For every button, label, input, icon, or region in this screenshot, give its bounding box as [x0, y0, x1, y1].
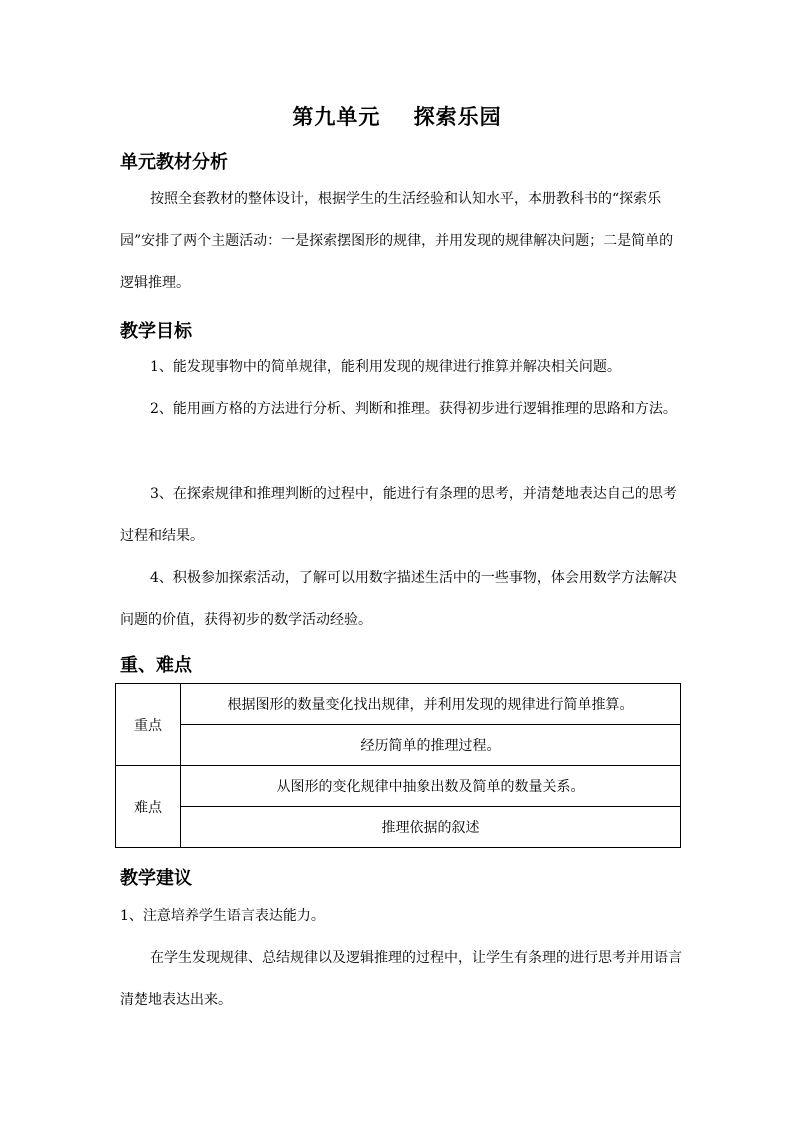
section-heading-analysis: 单元教材分析 [120, 152, 228, 173]
page-title: 第九单元 探索乐园 [292, 104, 502, 129]
table-row [116, 684, 681, 725]
difficulty-cell: 从图形的变化规律中抽象出数及简单的数量关系。 [181, 766, 681, 807]
goal-item-1: 1、能发现事物中的简单规律，能利用发现的规律进行推算并解决相关问题。 [150, 359, 621, 375]
suggestion-item-1: 1、注意培养学生语言表达能力。 [120, 908, 325, 924]
goal-item-4: 4、积极参加探索活动，了解可以用数字描述生活中的一些事物，体会用数学方法解决问题的价值，获得初步的数学活动经验。 [120, 570, 677, 628]
analysis-paragraph: 按照全套教材的整体设计，根据学生的生活经验和认知水平，本册教科书的“探索乐园”安排了两个主题活动：一是探索摆图形的规律，并用发现的规律解决问题；二是简单的逻辑推理。 [120, 191, 674, 291]
difficulty-cell: 推理依据的叙述 [181, 807, 681, 848]
difficulty-label: 难点 [116, 766, 181, 848]
suggestion-item-1-body: 在学生发现规律、总结规律以及逻辑推理的过程中，让学生有条理的进行思考并用语言清楚地表达出来。 [120, 950, 682, 1008]
table-row [116, 725, 681, 766]
section-heading-goals: 教学目标 [120, 321, 192, 342]
goal-item-2: 2、能用画方格的方法进行分析、判断和推理。获得初步进行逻辑推理的思路和方法。 [150, 401, 677, 417]
keypoints-table [115, 683, 681, 848]
keypoint-cell: 经历简单的推理过程。 [181, 725, 681, 766]
table-row [116, 766, 681, 807]
keypoint-label: 重点 [116, 684, 181, 766]
section-heading-suggestions: 教学建议 [120, 868, 192, 889]
section-heading-keypoints: 重、难点 [120, 655, 192, 676]
goal-item-3: 3、在探索规律和推理判断的过程中，能进行有条理的思考，并清楚地表达自己的思考过程和结果。 [120, 486, 677, 544]
table-row [116, 807, 681, 848]
keypoint-cell: 根据图形的数量变化找出规律，并利用发现的规律进行简单推算。 [181, 684, 681, 725]
